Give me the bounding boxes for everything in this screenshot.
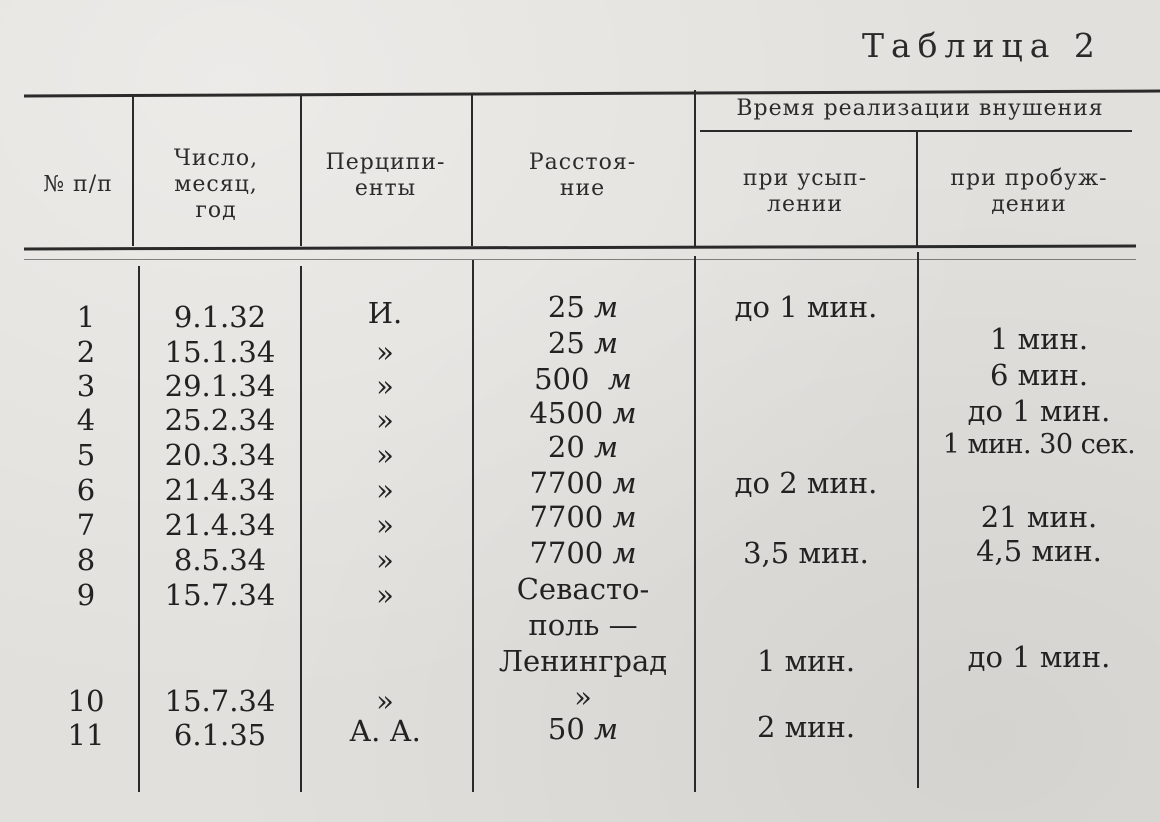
row-1-distance xyxy=(472,290,694,324)
row-11-percipient: А. А. xyxy=(349,714,421,748)
row-5-date: 20.3.34 xyxy=(164,438,276,472)
row-9-distance-line-2: поль — xyxy=(528,608,638,642)
header-sleep-line-1: при усып- xyxy=(742,166,868,191)
row-8-distance-unit: м xyxy=(612,536,637,570)
row-9-wake: до 1 мин. xyxy=(967,640,1111,674)
row-10-percipient: » xyxy=(376,684,394,718)
row-1-sleep: до 1 мин. xyxy=(734,290,878,324)
row-5-distance-value: 20 xyxy=(547,430,585,464)
row-1-percipient: И. xyxy=(367,296,403,330)
row-9-num: 9 xyxy=(76,578,96,612)
row-3-wake: 6 мин. xyxy=(989,358,1089,392)
row-9-distance-line-3: Ленинград xyxy=(498,644,668,678)
row-7-distance xyxy=(472,500,694,534)
row-1-num: 1 xyxy=(76,300,96,334)
row-2-distance-unit: м xyxy=(594,326,619,360)
row-4-distance-unit: м xyxy=(612,396,637,430)
row-5-num: 5 xyxy=(76,438,96,472)
header-percipients xyxy=(300,150,471,202)
header-distance-line-2: ние xyxy=(559,176,606,201)
row-9-date: 15.7.34 xyxy=(164,578,276,612)
row-3-percipient: » xyxy=(376,369,394,403)
row-8-distance xyxy=(472,536,694,570)
row-11-sleep: 2 мин. xyxy=(756,710,856,744)
header-date-line-2: месяц, xyxy=(174,172,258,197)
row-5-distance xyxy=(472,430,694,464)
row-3-date: 29.1.34 xyxy=(164,369,276,403)
row-10-date: 15.7.34 xyxy=(164,684,276,718)
row-7-distance-value: 7700 xyxy=(529,500,604,534)
row-5-wake: 1 мин. 30 сек. xyxy=(942,429,1136,460)
row-3-num: 3 xyxy=(76,369,96,403)
row-8-num: 8 xyxy=(76,543,96,577)
header-sleep xyxy=(694,166,916,218)
row-4-percipient: » xyxy=(376,403,394,437)
row-4-distance xyxy=(472,396,694,430)
row-6-distance-unit: м xyxy=(612,466,637,500)
row-7-wake: 21 мин. xyxy=(980,500,1098,534)
header-distance-line-1: Расстоя- xyxy=(528,150,637,175)
row-8-distance-value: 7700 xyxy=(529,536,604,570)
header-date-line-1: Число, xyxy=(173,146,259,171)
header-date-line-3: год xyxy=(195,198,237,223)
row-11-distance xyxy=(472,712,694,746)
row-2-distance xyxy=(472,326,694,360)
row-4-distance-value: 4500 xyxy=(529,396,604,430)
row-11-num: 11 xyxy=(67,718,105,752)
row-4-date: 25.2.34 xyxy=(164,403,276,437)
row-7-percipient: » xyxy=(376,508,394,542)
row-5-percipient: » xyxy=(376,438,394,472)
row-2-percipient: » xyxy=(376,335,394,369)
row-9-sleep: 1 мин. xyxy=(756,644,856,678)
row-6-distance xyxy=(472,466,694,500)
header-bottom-rule-2 xyxy=(24,259,1136,260)
row-7-num: 7 xyxy=(76,508,96,542)
row-3-distance xyxy=(472,362,694,396)
row-6-date: 21.4.34 xyxy=(164,473,276,507)
row-3-distance-value: 500 xyxy=(534,362,590,396)
row-10-distance xyxy=(472,680,694,714)
header-group: Время реализации внушения xyxy=(736,96,1104,121)
row-11-distance-value: 50 xyxy=(547,712,585,746)
row-10-num: 10 xyxy=(67,684,105,718)
header-wake-line-1: при пробуж- xyxy=(950,166,1108,191)
row-6-distance-value: 7700 xyxy=(529,466,604,500)
row-4-wake: до 1 мин. xyxy=(967,394,1111,428)
row-2-num: 2 xyxy=(76,335,96,369)
row-6-sleep: до 2 мин. xyxy=(734,466,878,500)
row-1-distance-value: 25 xyxy=(547,290,585,324)
row-7-date: 21.4.34 xyxy=(164,508,276,542)
row-5-distance-unit: м xyxy=(594,430,619,464)
row-2-distance-value: 25 xyxy=(547,326,585,360)
row-11-date: 6.1.35 xyxy=(173,718,267,752)
row-11-distance-unit: м xyxy=(594,712,619,746)
row-6-percipient: » xyxy=(376,473,394,507)
header-wake xyxy=(918,166,1140,218)
row-1-distance-unit: м xyxy=(594,290,619,324)
header-wake-line-2: дении xyxy=(991,192,1067,217)
row-2-date: 15.1.34 xyxy=(164,335,276,369)
row-6-num: 6 xyxy=(76,473,96,507)
row-8-wake: 4,5 мин. xyxy=(976,534,1102,568)
row-7-distance-unit: м xyxy=(612,500,637,534)
row-1-date: 9.1.32 xyxy=(173,300,267,334)
header-date xyxy=(132,146,300,224)
header-distance xyxy=(471,150,694,202)
row-4-num: 4 xyxy=(76,403,96,437)
table-caption: Таблица 2 xyxy=(862,26,1102,65)
header-num: № п/п xyxy=(43,172,113,197)
header-percipients-line-2: енты xyxy=(354,176,417,201)
header-percipients-line-1: Перципи- xyxy=(325,150,446,175)
header-sleep-line-2: лении xyxy=(767,192,843,217)
row-2-wake: 1 мин. xyxy=(989,322,1089,356)
row-3-distance-unit: м xyxy=(607,362,632,396)
row-8-sleep: 3,5 мин. xyxy=(743,536,869,570)
row-9-percipient: » xyxy=(376,578,394,612)
row-9-distance-line-1: Севасто- xyxy=(516,572,650,606)
row-10-distance-value: » xyxy=(574,680,592,714)
row-8-date: 8.5.34 xyxy=(173,543,267,577)
row-8-percipient: » xyxy=(376,543,394,577)
